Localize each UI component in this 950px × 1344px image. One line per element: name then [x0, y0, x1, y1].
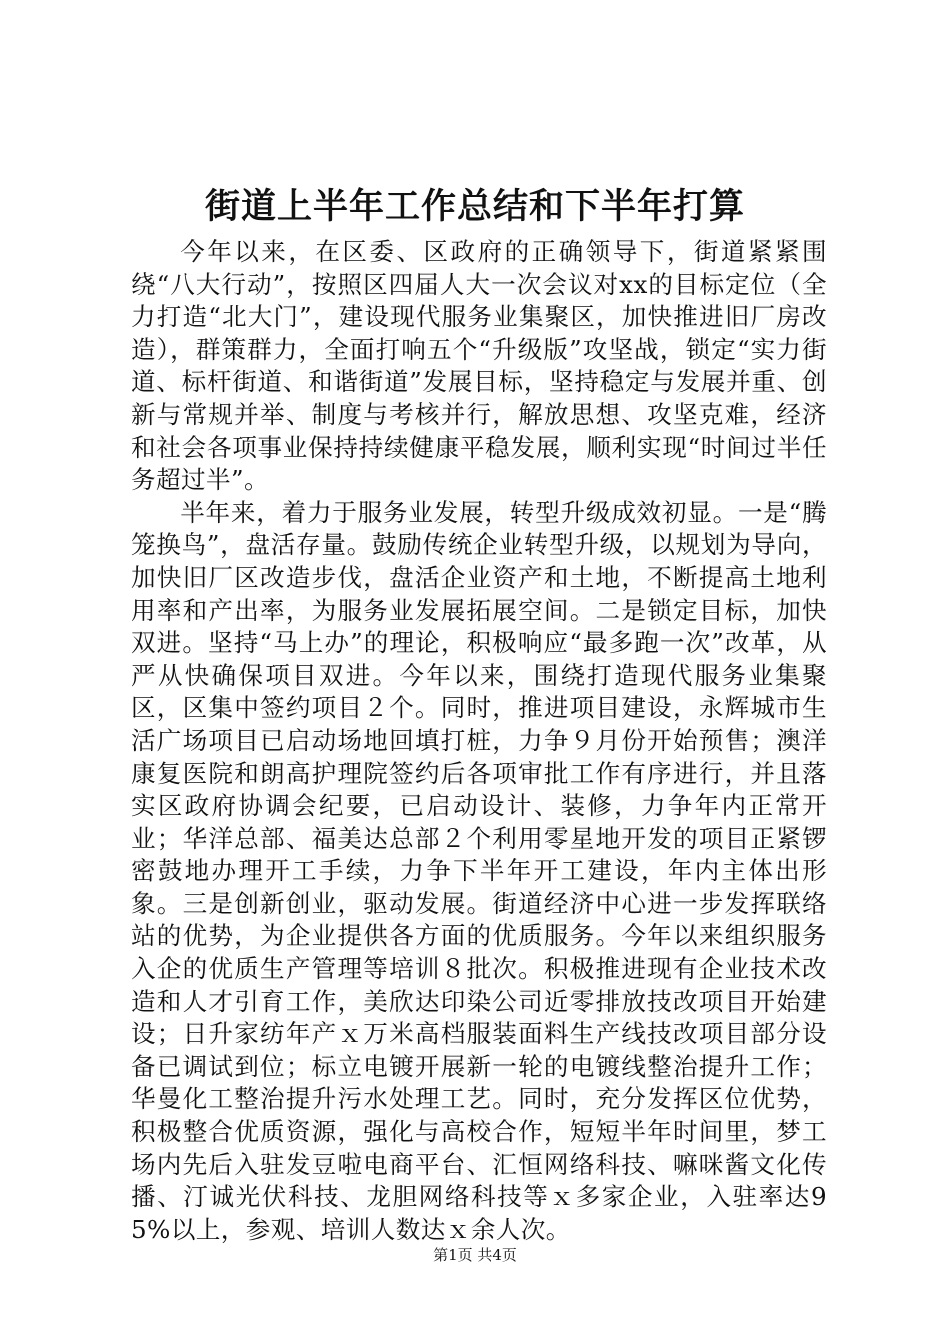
page-number-footer: 第1页 共4页 [433, 1246, 517, 1264]
document-title: 街道上半年工作总结和下半年打算 [204, 186, 745, 227]
document-body [131, 236, 827, 1246]
paragraph-service-industry: 半年来，着力于服务业发展，转型升级成效初显。一是“腾笼换鸟”，盘活存量。鼓励传统企业转型升级，以规划为导向，加快旧厂区改造步伐，盘活企业资产和土地，不断提高土地利用率和产出率，为服务业发展拓展空间。二是锁定目标，加快双进。坚持“马上办”的理论，积极响应“最多跑一次”改革，从严从快确保项目双进。今年以来，围绕打造现代服务业集聚区，区集中签约项目２个。同时，推进项目建设，永辉城市生活广场项目已启动场地回填打桩，力争９月份开始预售；澳洋康复医院和朗高护理院签约后各项审批工作有序进行，并且落实区政府协调会纪要，已启动设计、装修，力争年内正常开业；华洋总部、福美达总部２个利用零星地开发的项目正紧锣密鼓地办理开工手续，力争下半年开工建设，年内主体出形象。三是创新创业，驱动发展。街道经济中心进一步发挥联络站的优势，为企业提供各方面的优质服务。今年以来组织服务入企的优质生产管理等培训８批次。积极推进现有企业技术改造和人才引育工作，美欣达印染公司近零排放技改项目开始建设；日升家纺年产ｘ万米高档服装面料生产线技改项目部分设备已调试到位；标立电镀开展新一轮的电镀线整治提升工作；华曼化工整治提升污水处理工艺。同时，充分发挥区位优势，积极整合优质资源，强化与高校合作，短短半年时间里，梦工场内先后入驻发豆啦电商平台、汇恒网络科技、嘛咪酱文化传播、汀诚光伏科技、龙胆网络科技等ｘ多家企业，入驻率达95%以上，参观、培训人数达ｘ余人次。 [131, 497, 827, 1244]
paragraph-intro: 今年以来，在区委、区政府的正确领导下，街道紧紧围绕“八大行动”，按照区四届人大一次会议对xx的目标定位（全力打造“北大门”，建设现代服务业集聚区，加快推进旧厂房改造），群策群力，全面打响五个“升级版”攻坚战，锁定“实力街道、标杆街道、和谐街道”发展目标，坚持稳定与发展并重、创新与常规并举、制度与考核并行，解放思想、攻坚克难，经济和社会各项事业保持持续健康平稳发展，顺利实现“时间过半任务超过半”。 [131, 237, 827, 495]
